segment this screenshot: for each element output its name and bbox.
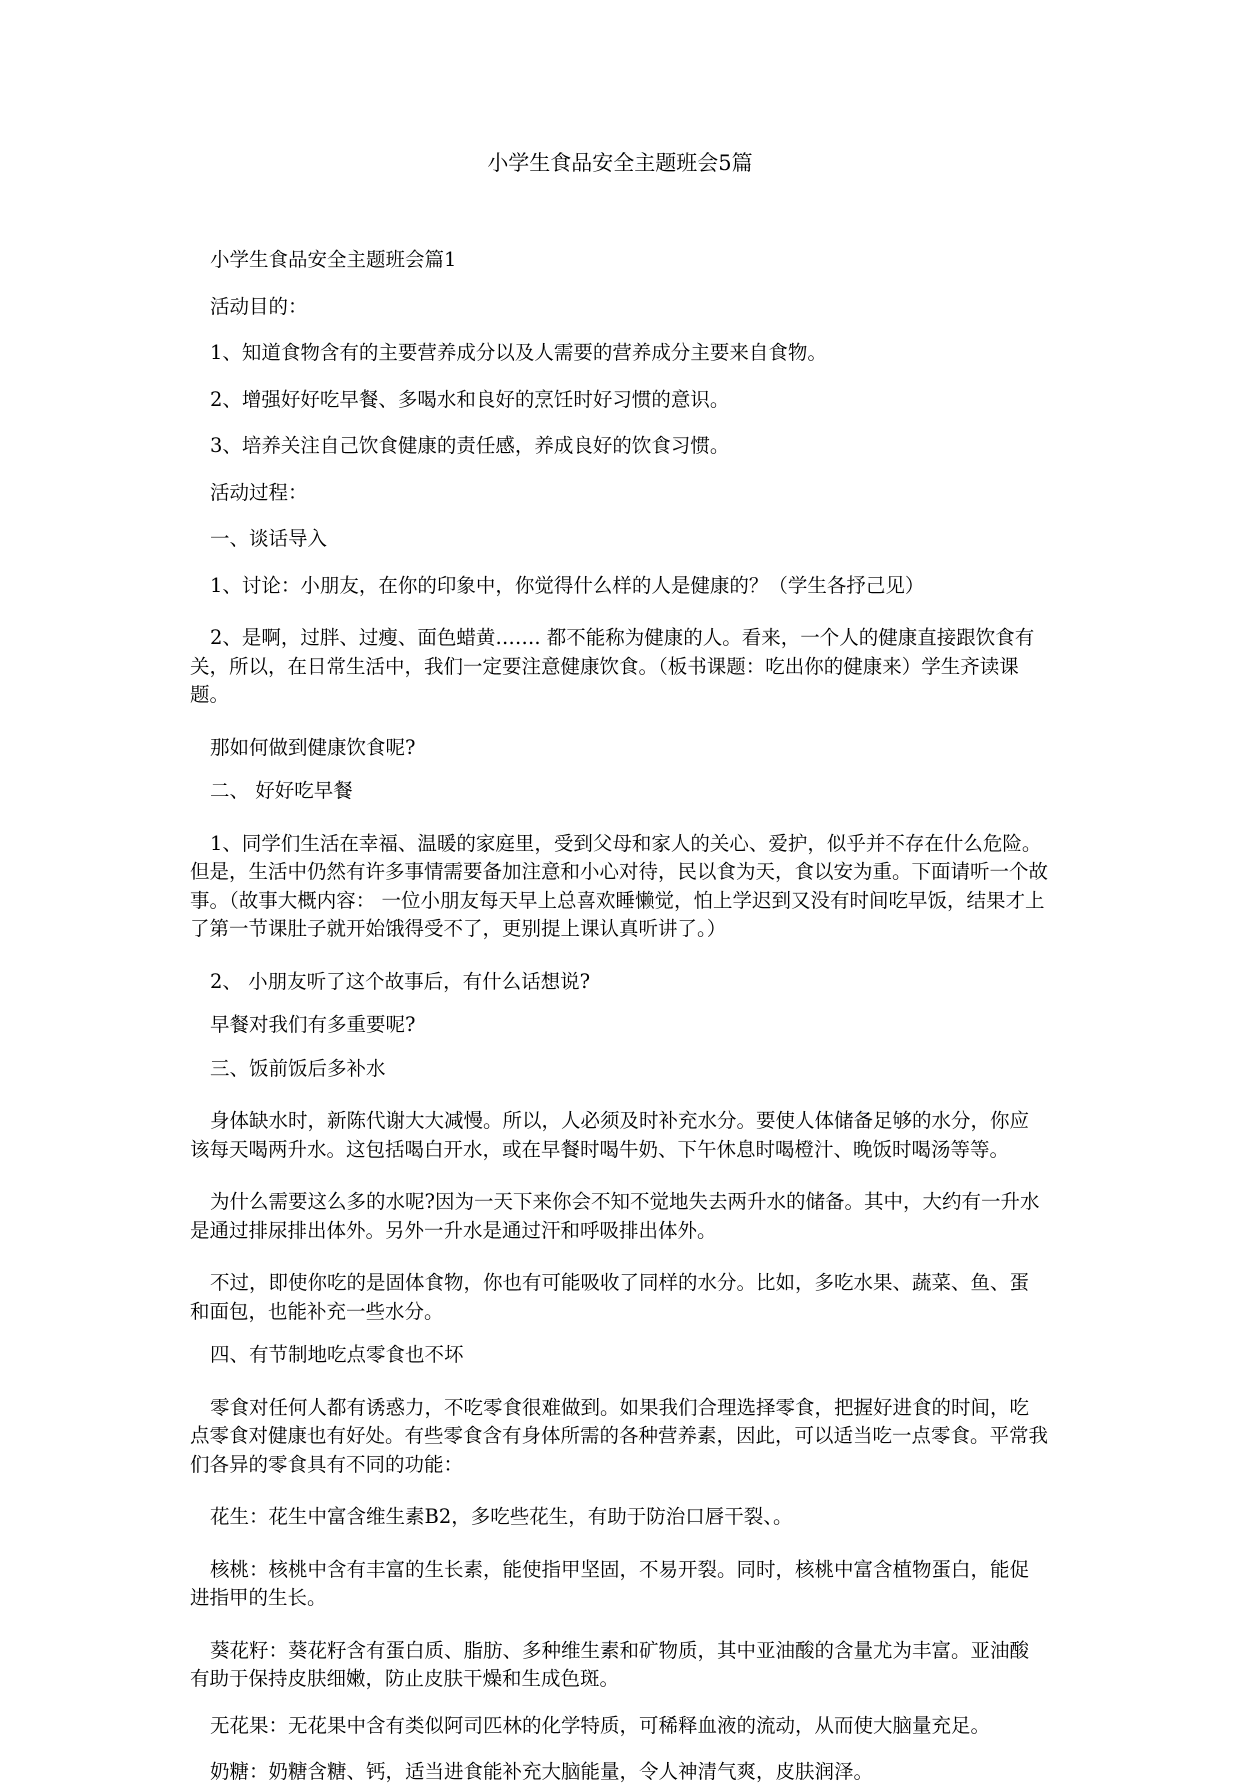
paragraph: 2、增强好好吃早餐、多喝水和良好的烹饪时好习惯的意识。	[210, 387, 730, 411]
paragraph: 2、 小朋友听了这个故事后，有什么话想说?	[210, 969, 591, 993]
subheading: 活动过程：	[210, 480, 308, 504]
paragraph: 3、培养关注自己饮食健康的责任感，养成良好的饮食习惯。	[210, 434, 730, 457]
document-title: 小学生食品安全主题班会5篇	[487, 151, 753, 175]
subheading: 活动目的：	[210, 294, 308, 318]
paragraph: 无花果：无花果中含有类似阿司匹林的化学特质，可稀释血液的流动，从而使大脑量充足。	[210, 1713, 991, 1737]
paragraph: 早餐对我们有多重要呢?	[210, 1013, 416, 1036]
paragraph: 为什么需要这么多的水呢?因为一天下来你会不知不觉地失去两升水的储备。其中，大约有一升水是通过排尿排出体外。另外一升水是通过汗和呼吸排出体外。	[190, 1190, 1040, 1242]
paragraph: 核桃：核桃中含有丰富的生长素，能使指甲坚固，不易开裂。同时，核桃中富含植物蛋白，能促进指甲的生长。	[190, 1557, 1030, 1609]
subheading: 三、饭前饭后多补水	[210, 1056, 386, 1080]
subheading: 一、谈话导入	[210, 527, 328, 550]
document-body	[190, 246, 1048, 1787]
paragraph: 零食对任何人都有诱惑力，不吃零食很难做到。如果我们合理选择零食，把握好进食的时间，吃点零食对健康也有好处。有些零食含有身体所需的各种营养素，因此，可以适当吃一点零食。平常我们各异的零食具有不同的功能：	[190, 1395, 1049, 1476]
paragraph: 2、是啊，过胖、过瘦、面色蜡黄……. 都不能称为健康的人。看来，一个人的健康直接跟饮食有关，所以，在日常生活中，我们一定要注意健康饮食。（板书课题：吃出你的健康来）学生齐读课题。	[190, 626, 1035, 706]
paragraph: 1、同学们生活在幸福、温暖的家庭里，受到父母和家人的关心、爱护，似乎并不存在什么危险。但是，生活中仍然有许多事情需要备加注意和小心对待，民以食为天，食以安为重。下面请听一个故事。（故事大概内容： 一位小朋友每天早上总喜欢睡懒觉，怕上学迟到又没有时间吃早饭，结果才上了第一节课肚子就开始饿得受不了，更别提上课认真听讲了。）	[190, 831, 1049, 940]
paragraph: 1、知道食物含有的主要营养成分以及人需要的营养成分主要来自食物。	[210, 341, 827, 364]
paragraph: 葵花籽：葵花籽含有蛋白质、脂肪、多种维生素和矿物质，其中亚油酸的含量尤为丰富。亚油酸有助于保持皮肤细嫩，防止皮肤干燥和生成色斑。	[190, 1638, 1030, 1690]
subheading: 二、 好好吃早餐	[210, 779, 353, 802]
paragraph: 花生：花生中富含维生素B2，多吃些花生，有助于防治口唇干裂、。	[210, 1505, 793, 1528]
subheading: 四、有节制地吃点零食也不坏	[210, 1343, 464, 1366]
paragraph: 身体缺水时，新陈代谢大大减慢。所以，人必须及时补充水分。要使人体储备足够的水分，你应该每天喝两升水。这包括喝白开水，或在早餐时喝牛奶、下午休息时喝橙汁、晚饭时喝汤等等。	[190, 1109, 1030, 1161]
paragraph: 1、讨论：小朋友，在你的印象中，你觉得什么样的人是健康的？（学生各抒己见）	[210, 573, 925, 597]
paragraph: 不过，即使你吃的是固体食物，你也有可能吸收了同样的水分。比如，多吃水果、蔬菜、鱼、蛋和面包，也能补充一些水分。	[190, 1271, 1030, 1323]
paragraph: 那如何做到健康饮食呢?	[210, 735, 416, 759]
section-heading: 小学生食品安全主题班会篇1	[210, 248, 457, 271]
paragraph: 奶糖：奶糖含糖、钙，适当进食能补充大脑能量，令人神清气爽，皮肤润泽。	[210, 1760, 874, 1783]
